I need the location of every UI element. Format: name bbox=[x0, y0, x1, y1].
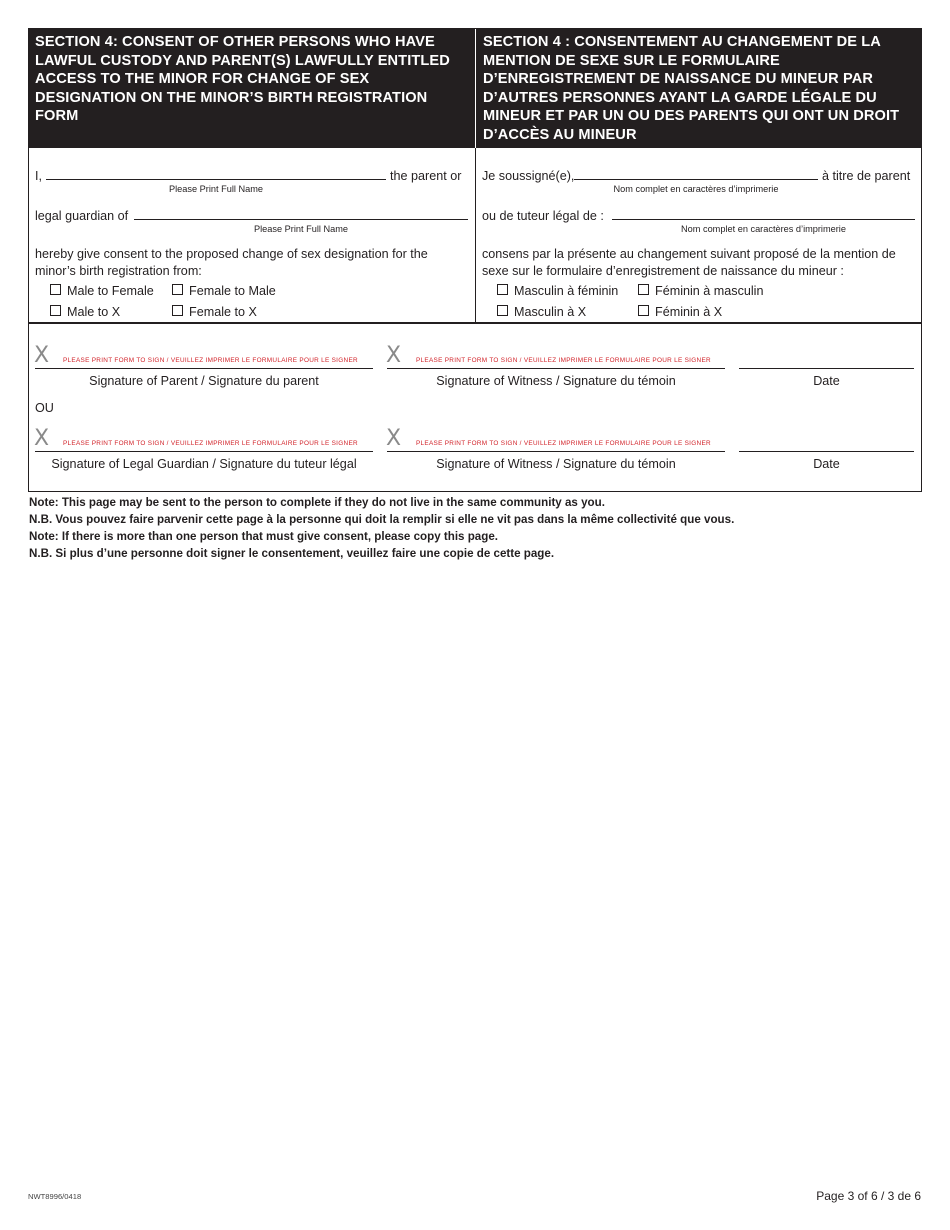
guardian-of-label: legal guardian of bbox=[35, 209, 129, 223]
titre-de-parent-label: à titre de parent bbox=[822, 169, 911, 183]
column-divider bbox=[475, 148, 476, 322]
x-sign-icon: X bbox=[34, 426, 50, 451]
option-feminin-a-x: Féminin à X bbox=[655, 305, 723, 319]
print-name-hint-2: Please Print Full Name bbox=[254, 224, 348, 234]
checkbox-feminin-a-x[interactable] bbox=[638, 305, 649, 316]
section-title-fr: SECTION 4 : CONSENTEMENT AU CHANGEMENT DE LA MENTION DE SEXE SUR LE FORMULAIRE D’ENREGISTREMENT DE NAISSANCE DU MINEUR PAR D’AUTRES PERSONNES AYANT LA GARDE LÉGALE DU MINEUR ET PAR UN OU DES PARENTS QUI ONT UN DROIT D’ACCÈS AU MINEUR bbox=[476, 28, 922, 148]
print-to-sign-notice: PLEASE PRINT FORM TO SIGN / VEUILLEZ IMPRIMER LE FORMULAIRE POUR LE SIGNER bbox=[63, 357, 358, 364]
checkbox-male-to-female[interactable] bbox=[50, 284, 61, 295]
nom-complet-hint: Nom complet en caractères d’imprimerie bbox=[613, 184, 779, 194]
note-send-page-en: Note: This page may be sent to the person to complete if they do not live in the same community as you. bbox=[29, 496, 605, 509]
i-label: I, bbox=[35, 169, 42, 183]
parent-signature-label: Signature of Parent / Signature du parent bbox=[89, 374, 319, 388]
option-masculin-a-x: Masculin à X bbox=[514, 305, 587, 319]
option-masculin-a-feminin: Masculin à féminin bbox=[514, 284, 619, 298]
consentement-text-line2: sexe sur le formulaire d’enregistrement de naissance du mineur : bbox=[482, 264, 844, 278]
row-divider bbox=[28, 322, 922, 324]
nom-complet-hint-2: Nom complet en caractères d’imprimerie bbox=[681, 224, 846, 234]
print-to-sign-notice: PLEASE PRINT FORM TO SIGN / VEUILLEZ IMPRIMER LE FORMULAIRE POUR LE SIGNER bbox=[416, 357, 711, 364]
print-name-hint: Please Print Full Name bbox=[169, 184, 263, 194]
full-name-field-fr[interactable] bbox=[574, 179, 818, 180]
option-female-to-male: Female to Male bbox=[189, 284, 276, 298]
guardian-signature-line[interactable] bbox=[35, 451, 373, 452]
print-to-sign-notice: PLEASE PRINT FORM TO SIGN / VEUILLEZ IMPRIMER LE FORMULAIRE POUR LE SIGNER bbox=[416, 440, 711, 447]
page-number: Page 3 of 6 / 3 de 6 bbox=[816, 1189, 921, 1203]
checkbox-masculin-a-feminin[interactable] bbox=[497, 284, 508, 295]
guardian-signature-label: Signature of Legal Guardian / Signature du tuteur légal bbox=[51, 457, 357, 471]
date-label: Date bbox=[813, 374, 840, 388]
option-feminin-a-masculin: Féminin à masculin bbox=[655, 284, 764, 298]
x-sign-icon: X bbox=[34, 343, 50, 368]
option-male-to-female: Male to Female bbox=[67, 284, 154, 298]
minor-name-field-en[interactable] bbox=[134, 219, 468, 220]
full-name-field-en[interactable] bbox=[46, 179, 386, 180]
checkbox-masculin-a-x[interactable] bbox=[497, 305, 508, 316]
ou-label: OU bbox=[35, 401, 54, 415]
witness-signature-label: Signature of Witness / Signature du témoin bbox=[436, 374, 676, 388]
witness-signature-label: Signature of Witness / Signature du témoin bbox=[436, 457, 676, 471]
parent-or-label: the parent or bbox=[390, 169, 462, 183]
form-code: NWT8996/0418 bbox=[28, 1192, 82, 1201]
note-send-page-fr: N.B. Vous pouvez faire parvenir cette page à la personne qui doit la remplir si elle ne vit pas dans la même collectivité que vous. bbox=[29, 513, 735, 526]
date-line[interactable] bbox=[739, 451, 914, 452]
x-sign-icon: X bbox=[386, 343, 402, 368]
print-to-sign-notice: PLEASE PRINT FORM TO SIGN / VEUILLEZ IMPRIMER LE FORMULAIRE POUR LE SIGNER bbox=[63, 440, 358, 447]
checkbox-female-to-x[interactable] bbox=[172, 305, 183, 316]
checkbox-female-to-male[interactable] bbox=[172, 284, 183, 295]
note-copy-page-fr: N.B. Si plus d’une personne doit signer le consentement, veuillez faire une copie de cette page. bbox=[29, 547, 555, 560]
date-line[interactable] bbox=[739, 368, 914, 369]
consentement-text-line1: consens par la présente au changement suivant proposé de la mention de bbox=[482, 247, 896, 261]
x-sign-icon: X bbox=[386, 426, 402, 451]
minor-name-field-fr[interactable] bbox=[612, 219, 915, 220]
checkbox-feminin-a-masculin[interactable] bbox=[638, 284, 649, 295]
option-male-to-x: Male to X bbox=[67, 305, 121, 319]
checkbox-male-to-x[interactable] bbox=[50, 305, 61, 316]
witness-signature-line[interactable] bbox=[387, 451, 725, 452]
consent-text-line1: hereby give consent to the proposed change of sex designation for the bbox=[35, 247, 428, 261]
date-label: Date bbox=[813, 457, 840, 471]
je-soussigne-label: Je soussigné(e), bbox=[482, 169, 575, 183]
section-title-en: SECTION 4: CONSENT OF OTHER PERSONS WHO HAVE LAWFUL CUSTODY AND PARENT(S) LAWFULLY ENTITLED ACCESS TO THE MINOR FOR CHANGE OF SEX DESIGNATION ON THE MINOR’S BIRTH REGISTRATION FORM bbox=[28, 28, 475, 148]
witness-signature-line[interactable] bbox=[387, 368, 725, 369]
parent-signature-line[interactable] bbox=[35, 368, 373, 369]
note-copy-page-en: Note: If there is more than one person that must give consent, please copy this page. bbox=[29, 530, 498, 543]
option-female-to-x: Female to X bbox=[189, 305, 257, 319]
consent-text-line2: minor’s birth registration from: bbox=[35, 264, 202, 278]
tuteur-legal-label: ou de tuteur légal de : bbox=[482, 209, 604, 223]
